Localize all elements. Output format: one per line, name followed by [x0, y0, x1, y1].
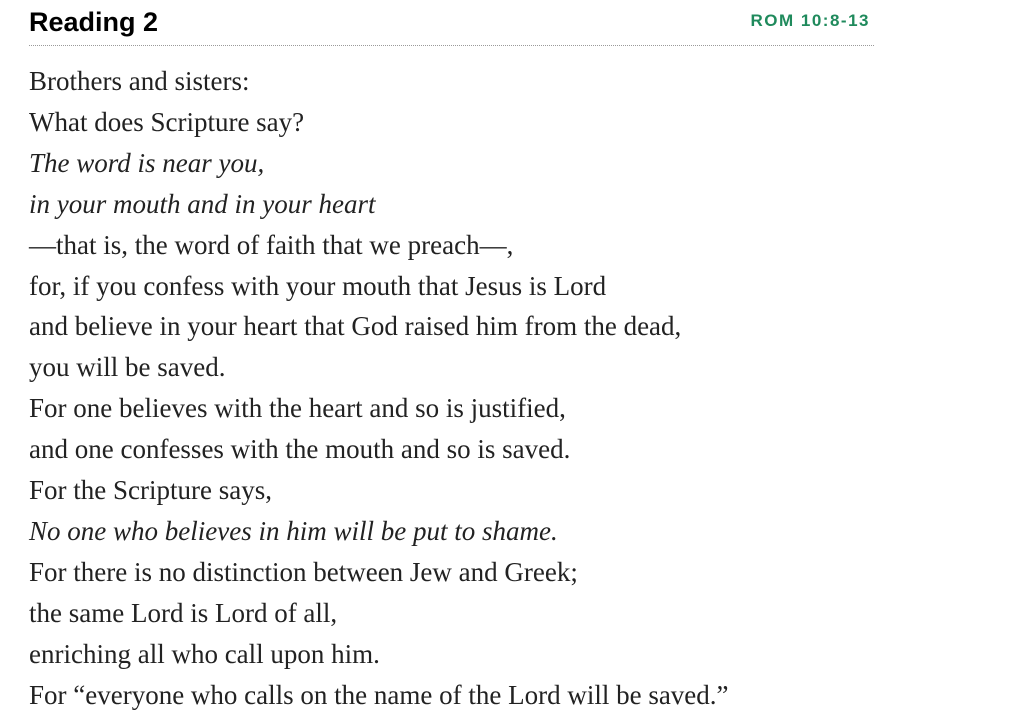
- text-line: For the Scripture says,: [29, 475, 272, 506]
- text-line: No one who believes in him will be put to shame.: [29, 515, 558, 546]
- text-line: —that is, the word of faith that we preach—,: [29, 229, 514, 260]
- text-line: For there is no distinction between Jew and Greek;: [29, 556, 578, 587]
- text-line: For “everyone who calls on the name of the Lord will be saved.”: [29, 679, 729, 710]
- reading-text: [29, 61, 1009, 716]
- text-line: The word is near you,: [29, 147, 265, 178]
- text-line: the same Lord is Lord of all,: [29, 597, 338, 628]
- text-line: What does Scripture say?: [29, 106, 305, 137]
- text-line: in your mouth and in your heart: [29, 188, 376, 219]
- text-line: you will be saved.: [29, 352, 226, 383]
- text-line: and one confesses with the mouth and so is saved.: [29, 434, 571, 465]
- text-line: and believe in your heart that God raised him from the dead,: [29, 311, 682, 342]
- reading-header: [29, 5, 874, 46]
- scripture-citation[interactable]: ROM 10:8-13: [750, 11, 870, 30]
- text-line: Brothers and sisters:: [29, 66, 250, 96]
- reading-title: Reading 2: [29, 7, 159, 37]
- text-line: For one believes with the heart and so is justified,: [29, 393, 566, 424]
- text-line: enriching all who call upon him.: [29, 638, 380, 669]
- text-line: for, if you confess with your mouth that Jesus is Lord: [29, 270, 607, 301]
